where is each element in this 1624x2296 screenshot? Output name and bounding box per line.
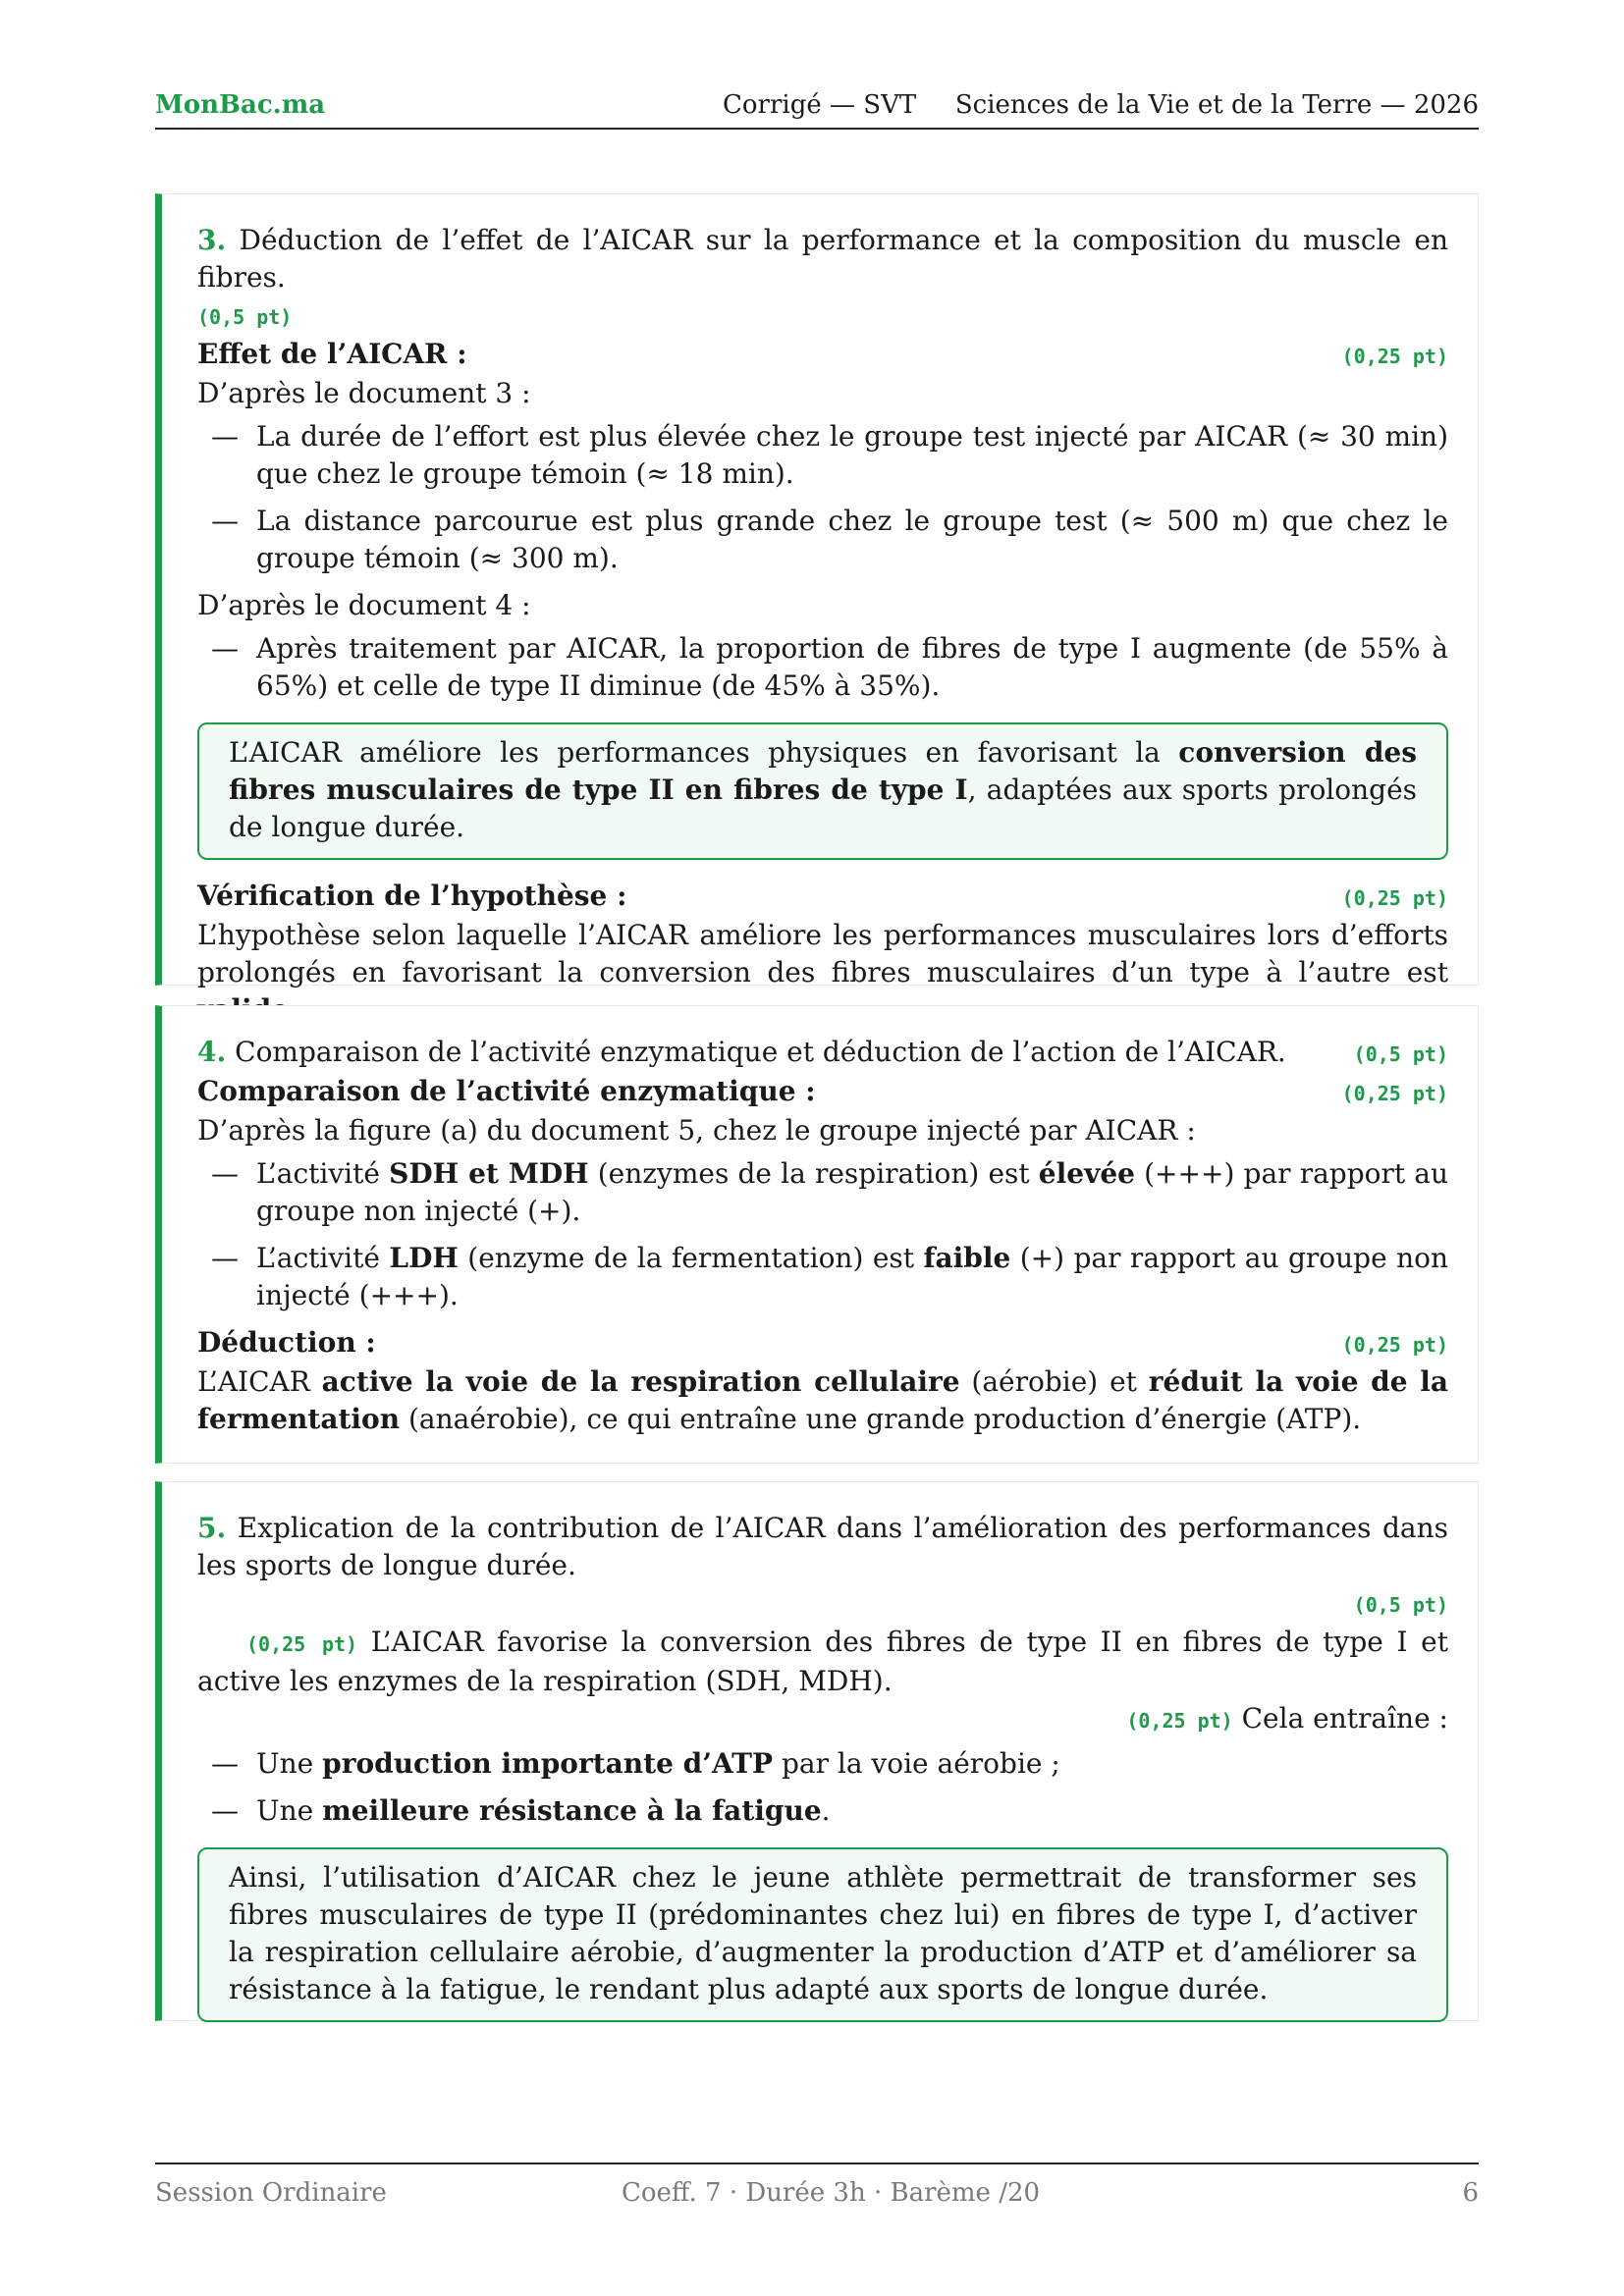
doc4-intro: D’après le document 4 :: [197, 589, 531, 621]
list-item: — La durée de l’effort est plus élevée chez le groupe test injecté par AICAR (≈ 30 min) que chez le groupe témoin (≈ 18 min).: [197, 418, 1448, 493]
list-item: — Une production importante d’ATP par la voie aérobie ;: [197, 1745, 1448, 1783]
deduction-text: L’AICAR active la voie de la respiration cellulaire (aérobie) et réduit la voie de la fermentation (anaérobie), ce qui entraîne une grande production d’énergie (ATP).: [197, 1365, 1448, 1435]
question-3-card: [155, 193, 1479, 986]
points-badge: (0,5 pt): [1353, 1042, 1448, 1066]
subsection-title: Effet de l’AICAR :: [197, 338, 467, 370]
subsection-title: Vérification de l’hypothèse :: [197, 880, 627, 912]
verification-body: L’hypothèse selon laquelle l’AICAR améliore les performances musculaires lors d’efforts prolongés en favorisant la conversion des fibres musculaires d’un type à l’autre est: [197, 919, 1448, 988]
footer-session: Session Ordinaire: [155, 2178, 387, 2208]
subsection-heading: [197, 1073, 1448, 1112]
comparison-intro: D’après la figure (a) du document 5, chez le groupe injecté par AICAR :: [197, 1114, 1196, 1147]
consequence-intro: [197, 1700, 1448, 1739]
consequence-text: Cela entraîne :: [1241, 1702, 1448, 1735]
question-5-heading: [197, 1510, 1448, 1584]
question-number: 3.: [197, 224, 227, 256]
page-header: [155, 90, 1479, 130]
points-badge: (0,25 pt): [1341, 1333, 1448, 1357]
footer-info: Coeff. 7 · Durée 3h · Barème /20: [622, 2178, 1041, 2208]
subsection-title: Déduction :: [197, 1326, 376, 1359]
list-item: — L’activité LDH (enzyme de la fermentation) est faible (+) par rapport au groupe non injecté (+++).: [197, 1240, 1448, 1314]
points-badge: (0,25 pt): [1341, 1082, 1448, 1105]
list-item: — L’activité SDH et MDH (enzymes de la respiration) est élevée (+++) par rapport au groupe non injecté (+).: [197, 1155, 1448, 1230]
doc4-list: [197, 630, 1448, 705]
list-item: — La distance parcourue est plus grande chez le groupe test (≈ 500 m) que chez le groupe témoin (≈ 300 m).: [197, 503, 1448, 577]
page-number: 6: [1462, 2178, 1479, 2208]
question-4-heading: [197, 1034, 1448, 1073]
consequence-list: [197, 1745, 1448, 1830]
conclusion-emphasis: conversion des fibres musculaires de type II en fibres de type I: [229, 736, 1417, 806]
question-title: Explication de la contribution de l’AICAR dans l’amélioration des performances dans les sports de longue durée.: [197, 1512, 1448, 1581]
list-item: — Après traitement par AICAR, la proportion de fibres de type I augmente (de 55% à 65%) et celle de type II diminue (de 45% à 35%).: [197, 630, 1448, 705]
explanation-paragraph: [197, 1624, 1448, 1700]
list-item: — Une meilleure résistance à la fatigue.: [197, 1792, 1448, 1830]
subsection-title: Comparaison de l’activité enzymatique :: [197, 1075, 816, 1107]
question-title: Comparaison de l’activité enzymatique et déduction de l’action de l’AICAR.: [235, 1036, 1286, 1068]
conclusion-box: [197, 722, 1448, 860]
page-footer: [155, 2163, 1479, 2217]
question-title: Déduction de l’effet de l’AICAR sur la performance et la composition du muscle en fibres.: [197, 224, 1448, 294]
header-subject: Corrigé — SVT: [723, 90, 917, 120]
question-4-card: [155, 1005, 1479, 1464]
doc3-list: [197, 418, 1448, 577]
points-badge: (0,5 pt): [197, 305, 293, 329]
doc3-intro: D’après le document 3 :: [197, 377, 531, 409]
subsection-heading: [197, 336, 1448, 375]
enzyme-list: [197, 1155, 1448, 1314]
explanation-text: L’AICAR favorise la conversion des fibres de type II en fibres de type I et active les enzymes de la respiration (SDH, MDH).: [197, 1626, 1448, 1697]
conclusion-box: Ainsi, l’utilisation d’AICAR chez le jeune athlète permettrait de transformer ses fibres musculaires de type II (prédominantes chez lui) en fibres de type I, d’activer la respiration cellulaire aérobie, d’augmenter la production d’ATP et d’améliorer sa résistance à la fatigue, le rendant plus adapté aux sports de longue durée.: [197, 1847, 1448, 2022]
subsection-heading: [197, 1324, 1448, 1363]
points-badge: (0,5 pt): [1353, 1593, 1448, 1617]
points-badge: (0,25 pt): [1341, 345, 1448, 368]
question-3-heading: [197, 222, 1448, 296]
brand-logo-text[interactable]: MonBac.ma: [155, 90, 326, 120]
question-number: 4.: [197, 1036, 227, 1068]
header-title: Sciences de la Vie et de la Terre — 2026: [954, 90, 1479, 120]
points-badge: (0,25 pt): [1126, 1709, 1233, 1733]
points-badge: (0,25 pt): [1341, 886, 1448, 910]
subsection-heading: [197, 878, 1448, 917]
question-number: 5.: [197, 1512, 227, 1544]
question-5-card: [155, 1481, 1479, 2021]
conclusion-text: L’AICAR améliore les performances physiques en favorisant la: [229, 736, 1179, 769]
conclusion-text: , adaptées aux sports prolongés de longue durée.: [229, 774, 1418, 843]
points-badge: (0,25 pt): [246, 1632, 358, 1656]
